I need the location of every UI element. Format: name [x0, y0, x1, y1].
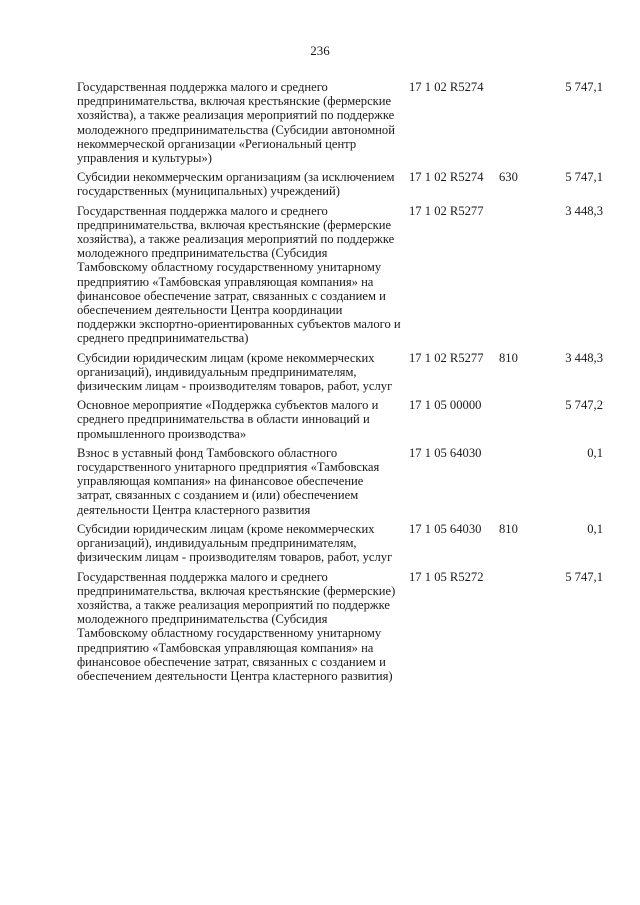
row-name: Взнос в уставный фонд Тамбовского областного государственного унитарного предприятия «Тамбовская управляющая компания» на финансовое обеспечение затрат, связанных с созданием и (или) обеспечением деятельности Центра кластерного развития: [77, 445, 380, 517]
page-number: 236: [310, 43, 330, 58]
row-sum: 5 747,1: [565, 569, 603, 584]
row-expense-type: 810: [499, 350, 518, 365]
table-row: [77, 204, 603, 346]
row-name: Государственная поддержка малого и среднего предпринимательства, включая крестьянские (фермерские хозяйства), а также реализация мероприятий по поддержке молодежного предпринимательства (Субсидия Тамбовскому областному государственному унитарному предприятию «Тамбовская управляющая компания» на финансовое обеспечение затрат, связанных с созданием и обеспечением деятельности Центра координации поддержки экспортно-ориентированных субъектов малого и среднего предпринимательства): [77, 203, 401, 346]
row-sum: 5 747,1: [565, 170, 603, 185]
table-row: [77, 570, 603, 684]
row-code: 17 1 05 00000: [409, 398, 482, 413]
row-code: 17 1 02 R5277: [409, 350, 484, 365]
row-sum: 3 448,3: [565, 203, 603, 218]
table-row: [77, 522, 603, 565]
table-row: [77, 446, 603, 517]
row-name: Государственная поддержка малого и среднего предпринимательства, включая крестьянские (фермерские хозяйства), а также реализация мероприятий по поддержке молодежного предпринимательства (Субсидии автономной некоммерческой организации «Региональный центр управления и культуры»): [77, 80, 395, 166]
row-name: Основное мероприятие «Поддержка субъектов малого и среднего предпринимательства в области инноваций и промышленного производства»: [77, 398, 379, 441]
table-row: [77, 170, 603, 198]
row-code: 17 1 02 R5274: [409, 80, 484, 94]
row-expense-type: 810: [499, 521, 518, 536]
row-sum: 5 747,1: [565, 80, 603, 94]
row-code: 17 1 05 64030: [409, 521, 482, 536]
table-row: [77, 351, 603, 394]
row-sum: 0,1: [587, 521, 603, 536]
row-sum: 3 448,3: [565, 350, 603, 365]
table-row: [77, 80, 603, 165]
budget-table: [77, 80, 603, 688]
row-code: 17 1 05 R5272: [409, 569, 484, 584]
row-expense-type: 630: [499, 170, 518, 185]
row-code: 17 1 02 R5277: [409, 203, 484, 218]
row-code: 17 1 02 R5274: [409, 170, 484, 185]
table-row: [77, 398, 603, 441]
row-name: Субсидии юридическим лицам (кроме некоммерческих организаций), индивидуальным предпринимателям, физическим лицам - производителям товаров, работ, услуг: [77, 350, 393, 394]
row-sum: 0,1: [587, 445, 603, 460]
row-sum: 5 747,2: [565, 398, 603, 413]
row-name: Субсидии некоммерческим организациям (за исключением государственных (муниципальных) учреждений): [77, 170, 395, 199]
row-code: 17 1 05 64030: [409, 445, 482, 460]
row-name: Государственная поддержка малого и среднего предпринимательства, включая крестьянские (фермерские) хозяйства, а также реализация мероприятий по поддержке молодежного предпринимательства (Субсидия Тамбовскому областному государственному унитарному предприятию «Тамбовская управляющая компания» на финансовое обеспечение затрат, связанных с созданием и обеспечением деятельности Центра кластерного развития): [77, 569, 396, 683]
row-name: Субсидии юридическим лицам (кроме некоммерческих организаций), индивидуальным предпринимателям, физическим лицам - производителям товаров, работ, услуг: [77, 521, 393, 565]
